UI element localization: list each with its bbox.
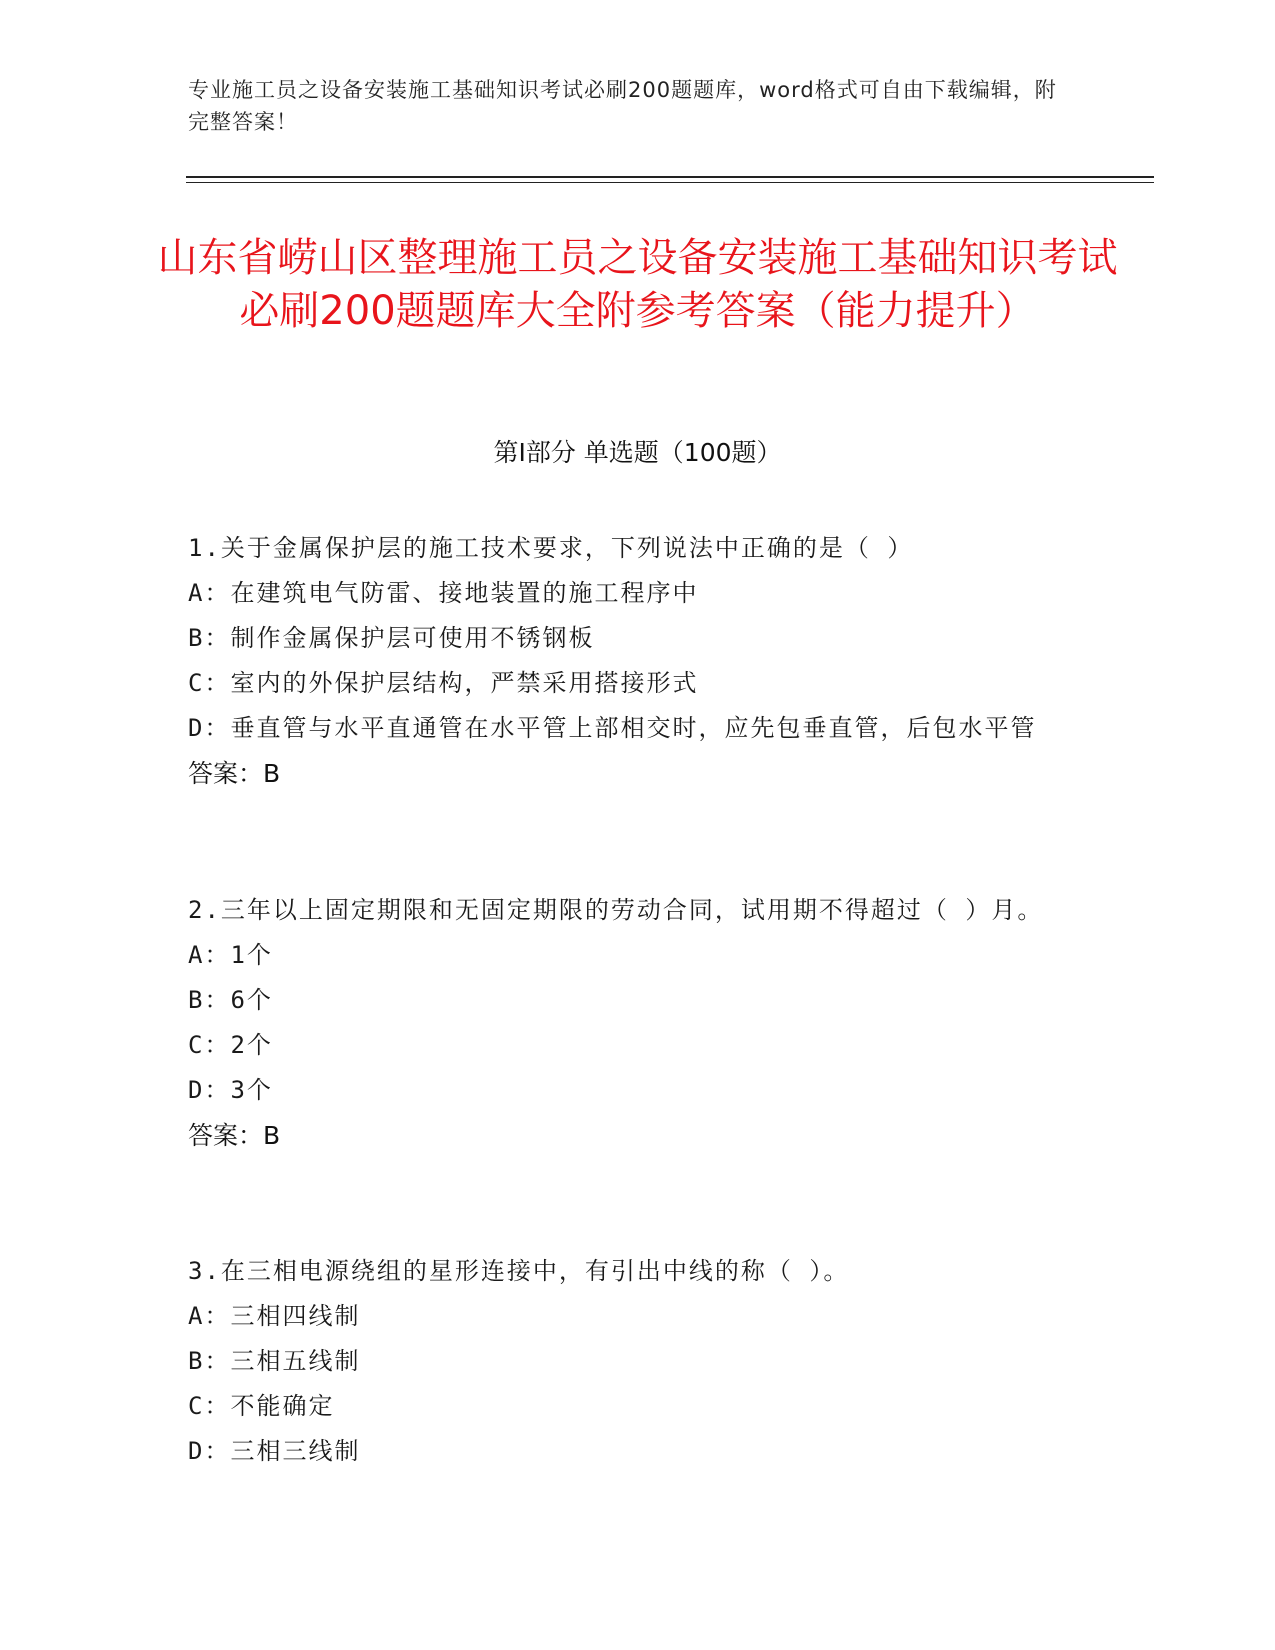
option-d: D：3个 xyxy=(188,1076,273,1104)
question-block xyxy=(188,526,1088,797)
option-c: C：室内的外保护层结构，严禁采用搭接形式 xyxy=(188,669,699,697)
document-title: 山东省崂山区整理施工员之设备安装施工基础知识考试必刷200题题库大全附参考答案（能力提升） xyxy=(157,235,1118,334)
option-c: C：不能确定 xyxy=(188,1392,335,1420)
header-rule-thin xyxy=(186,182,1154,183)
question-stem: 2.三年以上固定期限和无固定期限的劳动合同，试用期不得超过（ ）月。 xyxy=(188,896,1044,924)
question-block xyxy=(188,1249,1088,1474)
header-rule-thick xyxy=(186,176,1154,178)
option-a: A：在建筑电气防雷、接地装置的施工程序中 xyxy=(188,579,699,607)
option-d: D：三相三线制 xyxy=(188,1437,361,1465)
header-note: 专业施工员之设备安装施工基础知识考试必刷200题题库，word格式可自由下载编辑，附完整答案！ xyxy=(188,78,1057,134)
answer-label: 答案：B xyxy=(188,1121,281,1150)
question-stem: 3.在三相电源绕组的星形连接中，有引出中线的称（ ）。 xyxy=(188,1257,850,1285)
question-stem: 1.关于金属保护层的施工技术要求，下列说法中正确的是（ ） xyxy=(188,534,914,562)
answer-label: 答案：B xyxy=(188,759,281,788)
option-d: D：垂直管与水平直通管在水平管上部相交时，应先包垂直管，后包水平管 xyxy=(188,714,1037,742)
option-c: C：2个 xyxy=(188,1031,273,1059)
option-b: B：6个 xyxy=(188,986,273,1014)
section-title: 第Ⅰ部分 单选题（100题） xyxy=(493,438,782,467)
option-b: B：三相五线制 xyxy=(188,1347,361,1375)
option-a: A：1个 xyxy=(188,941,273,969)
option-b: B：制作金属保护层可使用不锈钢板 xyxy=(188,624,595,652)
question-block xyxy=(188,888,1088,1159)
option-a: A：三相四线制 xyxy=(188,1302,361,1330)
